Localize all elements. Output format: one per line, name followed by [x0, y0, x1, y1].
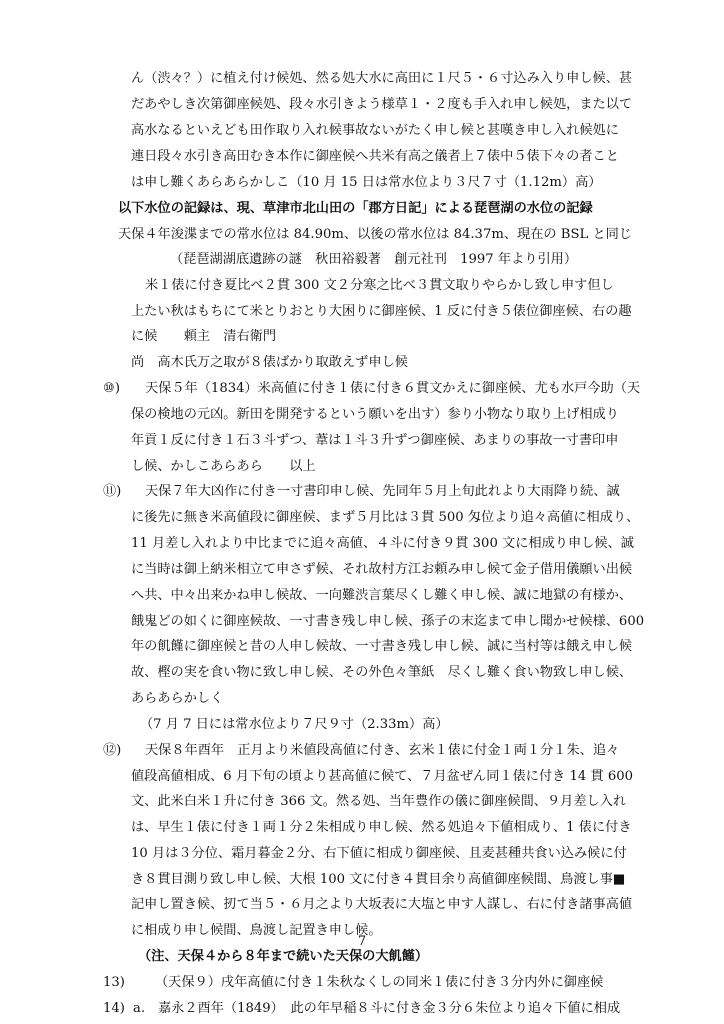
text-line: 保の検地の元凶。新田を開発するという願いを出す）参り小物なり取り上げ相成り [131, 407, 619, 422]
text-line: 11 月差し入れより中比までに追々高値、４斗に付き９貫 300 文に相成り申し候、誠 [131, 536, 634, 551]
text-line: （琵琶湖湖底遺跡の謎 秋田裕毅著 創元社刊 1997 年より引用） [170, 252, 578, 267]
text-line: 天保５年（1834）米高値に付き１俵に付き６貫文かえに御座候、尤も水戸今助（天 [145, 381, 641, 396]
text-line: （注、天保４から８年まで続いた天保の大飢饉） [138, 949, 429, 964]
text-line: 連日段々水引き高田むき本作に御座候へ共米有高之儀者上７俵中５俵下々の者こと [131, 149, 619, 164]
text-line: 高水なるといえども田作取り入れ候事故ないがたく申し候と甚嘆き申し入れ候処に [131, 123, 619, 138]
text-line: は、早生１俵に付き１両１分２朱相成り申し候、然る処追々下値相成り、1 俵に付き [131, 820, 632, 835]
text-line: 尚 高木氏万之取が８俵ばかり取敢えず申し候 [131, 355, 408, 370]
text-line: は申し難くあらあらかしこ（10 月 15 日は常水位より３尺７寸（1.12m）高） [131, 175, 602, 190]
item-marker: a. [133, 1001, 146, 1016]
text-line: 上たい秋はもちにて米とりおとり大困りに御座候、1 反に付き５俵位御座候、右の趣 [131, 304, 632, 319]
text-line: 餓鬼どの如くに御座候故、一寸書き残し申し候、孫子の末迄まて申し聞かせ候様、600 [131, 614, 645, 629]
text-line: ん（渋々？）に植え付け候処、然る処大水に高田に１尺５・６寸込み入り申し候、甚 [131, 71, 633, 86]
text-line: （7 月 7 日には常水位より７尺９寸（2.33m）高） [140, 717, 449, 732]
text-line: 天保７年大凶作に付き一寸書印申し候、先同年５月上旬此れより大雨降り続、誠 [145, 484, 620, 499]
text-line: き８貫目測り致し申し候、大根 100 文に付き４貫目余り高値御座候間、鳥渡し事■ [131, 872, 626, 887]
item-marker: ⑫) [103, 743, 122, 758]
text-line: 10 月は３分位、霜月暮金２分、右下値に相成り御座候、且麦甚種共食い込み候に付 [131, 846, 627, 861]
text-line: あらあらかしく [131, 691, 224, 706]
page-number: 7 [357, 934, 367, 949]
item-marker: 14) [103, 1001, 125, 1016]
text-line: 天保８年酉年 正月より米値段高値に付き、玄米１俵に付金１両１分１朱、追々 [145, 743, 620, 758]
text-line: 以下水位の記録は、現、草津市北山田の「郡方日記」による琵琶湖の水位の記録 [118, 201, 593, 216]
text-line: 文、此米白米１升に付き 366 文。然る処、当年豊作の儀に御座候間、９月差し入れ [131, 794, 627, 809]
item-marker: ⑪) [103, 484, 122, 499]
text-line: 故、樫の実を食い物に致し申し候、その外色々筆紙 尽くし難く食い物致し申し候、 [131, 665, 633, 680]
text-line: に当時は御上納米相立て申さず候、それ故村方江お頼み申し候て金子借用儀願い出候 [131, 562, 633, 577]
item-marker: 13) [103, 975, 125, 990]
text-line: 値段高値相成、6 月下旬の頃より甚高値に候て、７月盆ぜん同１俵に付き 14 貫 600 [131, 769, 634, 784]
text-line: （天保９）戌年高値に付き１朱秋なくしの同米１俵に付き３分内外に御座候 [155, 975, 604, 990]
item-marker: ⑩) [103, 381, 120, 396]
text-line: だあやしき次第御座候処、段々水引きよう様草１・２度も手入れ申し候処，また以て [131, 97, 633, 112]
text-line: に後先に無き米高値段に御座候、まず５月比は３貫 500 匁位より追々高値に相成り、 [131, 510, 640, 525]
text-line: 嘉永２酉年（1849） 此の年早稲８斗に付き金３分６朱位より追々下値に相成 [158, 1001, 621, 1016]
text-line: 天保４年浚渫までの常水位は 84.90m、以後の常水位は 84.37m、現在の BSL と同じ [118, 227, 633, 242]
text-line: に相成り申し候間、鳥渡し記置き申し候。 [131, 923, 382, 938]
text-line: に候 頼主 清右衛門 [131, 329, 277, 344]
text-line: し候、かしこあらあら 以上 [131, 459, 316, 474]
text-line: へ共、中々出来かね申し候故、一向難渋言葉尽くし難く申し候、誠に地獄の有様か、 [131, 588, 633, 603]
text-line: 米１俵に付き夏比べ２貫 300 文２分寒之比べ３貫文取りやらかし致し申す但し [145, 278, 614, 293]
text-line: 年貢１反に付き１石３斗ずつ、葦は１斗３升ずつ御座候、あまりの事故一寸書印申 [131, 433, 619, 448]
text-line: 記申し置き候、扨て当５・６月之より大坂表に大塩と申す人謀し、右に付き諸事高値 [131, 897, 633, 912]
text-line: 年の飢饉に御座候と昔の人申し候故、一寸書き残し申し候、誠に当村等は餓え申し候 [131, 639, 633, 654]
